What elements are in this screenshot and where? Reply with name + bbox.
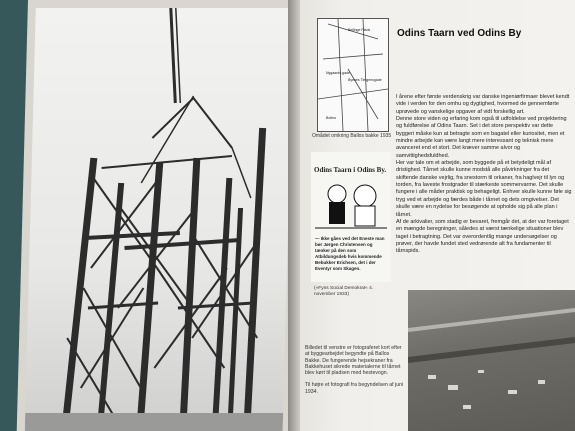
map-caption: Omådet omkring Ballos bakke 1935 (312, 133, 392, 139)
cartoon-drawing (315, 180, 387, 232)
paragraph: I årene efter første verdenskrig var danske ingeniørfirmaer blevet kendt vide i verden for den omhu og dygtighed, hvormed de gennemførte uprøvede og vanskelige opgaver af vidt forskellig art. (396, 94, 570, 115)
aerial-photo (408, 290, 575, 431)
cartoon-source: (»Fyns Social Demokrat« 4. november 1933) (314, 286, 374, 297)
page-title: Odins Taarn ved Odins By (397, 28, 522, 39)
paragraph: Her var tale om et arbejde, som byggede på et betydeligt mål af dristighed. Tårnet skulle kunne modstå alle påvirkninger fra det skiftende danske vejrlig, fra snestorm til orkaner, fra haglvejr til lyn og torden, fra laveste frostgrader til stærkeste sommervarme. Det skulle fungere i alle måder praktisk og behageligt. Enhver skulle kunne føle sig tryg ved et arbejde og færdes både i tårnet og dets omgivelser. Det skulle være en nydelse for besøgende at opholde sig på alle plan i tårnet. (396, 160, 572, 218)
map-label: Nygaards-gade (326, 71, 350, 75)
cartoon (311, 152, 391, 282)
map-label: Byenes Tietgensgade (348, 78, 382, 82)
map-label: Bolbro (326, 116, 337, 120)
caption-paragraph: Billedet til venstre er fotograferet kort efter at byggearbejdet begyndte på Ballos Bakke. De fungerende hejsekraner fra Bakkehuset sikrede materialerne til tårnet blev kørt til pladsen med hestevogn. (305, 345, 402, 377)
caption-paragraph: Til højre et fotografi fra begyndelsen af juni 1934. (305, 382, 404, 395)
paragraph: Denne store viden og erfaring kom også til udfoldelse ved projektering og fuldførelse af Odins Taarn. Set i det store perspektiv var dette byggeri måske kun at betragte som en bagatel eller kuriositet, men et mindre arbejde kan være langt mere interessant og teknisk mere avanceret end et stort. Det kræver samme alvor og samvittighedsfuldhed. (396, 116, 567, 159)
article-body (396, 94, 572, 256)
left-page (17, 0, 300, 431)
area-map (317, 18, 389, 132)
map-label: Bellinge Plads (348, 28, 371, 32)
paragraph: Af de arkivalier, som stadig er bevaret, fremgår det, at der var foretaget en mængde beregninger, således at værst tænkelige situationer blev taget i betragtning. Det var overordentlig mange undersøgelser og prøver, der havde fundet sted vedrørende alt fra fundamenter til tårnspids. (396, 218, 569, 255)
tower-construction-photo (25, 8, 294, 431)
photo-caption (305, 345, 405, 401)
cartoon-title: Odins Taarn i Odins By. (314, 166, 387, 174)
right-page (300, 0, 575, 431)
cartoon-text: — Ikke gåes ved det Eneste man bør Jørgen Christensen og tænker på den som Atbildungsdeb hvis kommende Bebukker Erichsen, det i der Eventyr som Skagen. (315, 236, 385, 271)
